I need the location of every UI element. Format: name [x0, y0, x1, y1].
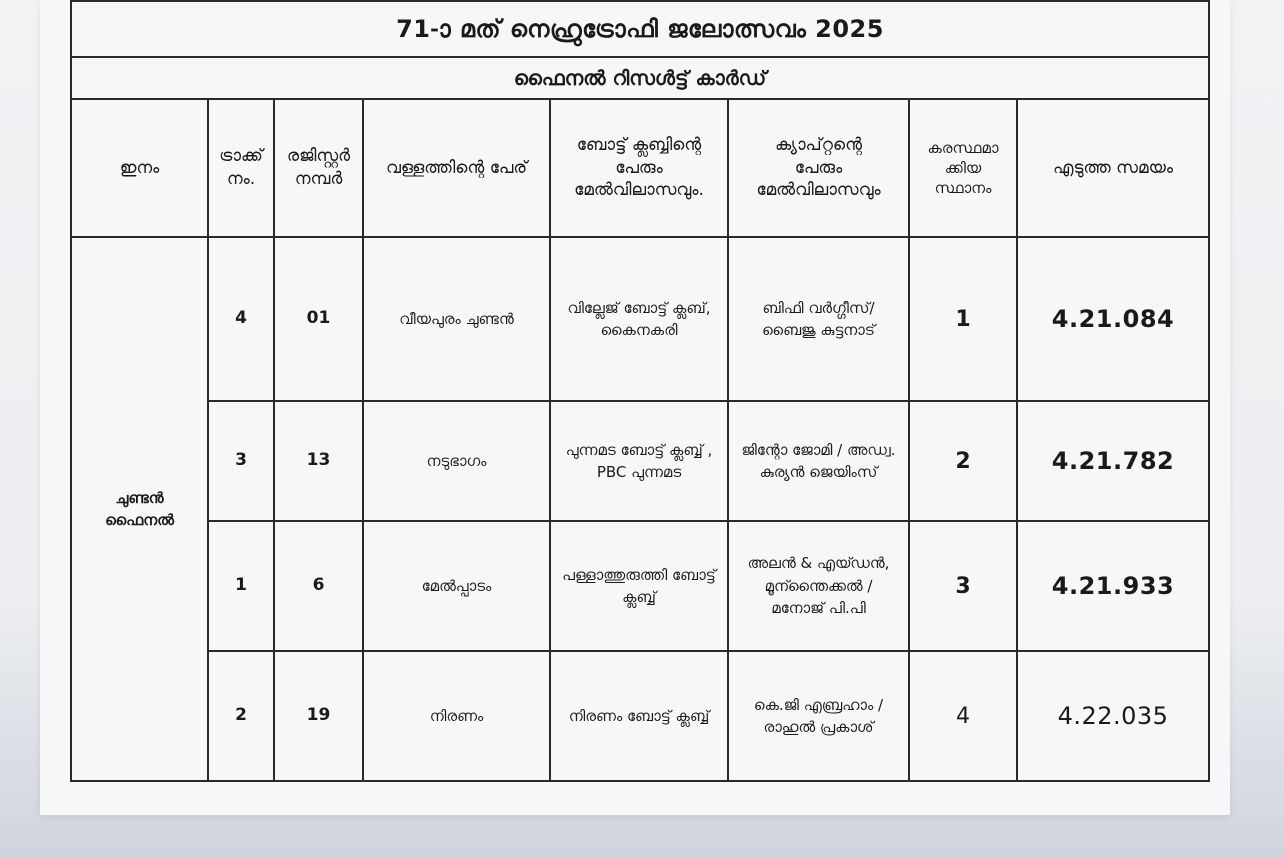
col-header-position	[909, 99, 1017, 237]
club-line1: വില്ലേജ് ബോട്ട് ക്ലബ്,	[567, 298, 711, 317]
event-line2: ഫൈനൽ	[105, 511, 174, 529]
table-row	[71, 237, 1209, 401]
reg-cell: 13	[274, 401, 363, 521]
page-title: 71-ാ മത് നെഹ്രുട്രോഫി ജലോത്സവം 2025	[71, 1, 1209, 57]
col-header-club	[550, 99, 728, 237]
col-header-reg-line2: നമ്പർ	[294, 169, 343, 189]
col-header-position-line3: സ്ഥാനം	[934, 179, 992, 198]
captain-line1: ജിന്റോ ജോമി / അഡ്വ.	[741, 440, 896, 459]
position-cell: 3	[909, 521, 1017, 651]
table-row	[71, 521, 1209, 651]
captain-cell	[728, 521, 909, 651]
col-header-club-line3: മേൽവിലാസവും.	[574, 180, 704, 201]
col-header-position-line2: ക്കിയ	[944, 158, 982, 177]
reg-cell: 6	[274, 521, 363, 651]
col-header-time: എടുത്ത സമയം	[1017, 99, 1209, 237]
club-line2: കൈനകരി	[600, 321, 678, 339]
boat-cell: മേൽപ്പാടം	[363, 521, 550, 651]
col-header-club-line2: പേരും	[615, 157, 663, 178]
reg-cell: 01	[274, 237, 363, 401]
position-cell: 1	[909, 237, 1017, 401]
captain-cell	[728, 237, 909, 401]
club-line2: ക്ലബ്ബ്	[622, 588, 656, 606]
captain-line2: രാഹുൽ പ്രകാശ്	[763, 718, 874, 736]
col-header-reg	[274, 99, 363, 237]
captain-line1: ബിഫി വർഗ്ഗീസ്/	[762, 298, 875, 317]
col-header-boat: വള്ളത്തിന്റെ പേര്	[363, 99, 550, 237]
boat-cell: വീയപുരം ചുണ്ടൻ	[363, 237, 550, 401]
track-cell: 4	[208, 237, 274, 401]
col-header-captain-line1: ക്യാപ്റ്റന്റെ	[775, 134, 862, 155]
club-cell: നിരണം ബോട്ട് ക്ലബ്ബ്	[550, 651, 728, 781]
club-line1: പള്ളാത്തുരുത്തി ബോട്ട്	[562, 565, 716, 584]
title-row	[71, 1, 1209, 57]
col-header-track	[208, 99, 274, 237]
time-cell: 4.22.035	[1017, 651, 1209, 781]
track-cell: 2	[208, 651, 274, 781]
subtitle-row	[71, 57, 1209, 99]
club-cell	[550, 237, 728, 401]
col-header-reg-line1: രജിസ്റ്റർ	[286, 146, 351, 167]
col-header-club-line1: ബോട്ട് ക്ലബ്ബിന്റെ	[576, 134, 702, 155]
captain-line2: കുര്യൻ ജെയിംസ്	[759, 463, 878, 481]
position-cell: 4	[909, 651, 1017, 781]
time-cell: 4.21.782	[1017, 401, 1209, 521]
reg-cell: 19	[274, 651, 363, 781]
header-row	[71, 99, 1209, 237]
captain-cell	[728, 651, 909, 781]
table-row	[71, 651, 1209, 781]
time-cell: 4.21.084	[1017, 237, 1209, 401]
col-header-track-line1: ട്രാക്ക്	[219, 146, 263, 167]
club-line2: PBC പുന്നമട	[596, 463, 682, 481]
table-row	[71, 401, 1209, 521]
captain-line3: മനോജ് പി.പി	[771, 599, 866, 618]
page-subtitle: ഫൈനൽ റിസൾട്ട് കാർഡ്	[71, 57, 1209, 99]
col-header-captain-line3: മേൽവിലാസവും	[756, 180, 881, 201]
club-cell	[550, 521, 728, 651]
track-cell: 1	[208, 521, 274, 651]
track-cell: 3	[208, 401, 274, 521]
position-cell: 2	[909, 401, 1017, 521]
col-header-track-line2: നം.	[226, 169, 256, 189]
boat-cell: നടുഭാഗം	[363, 401, 550, 521]
boat-cell: നിരണം	[363, 651, 550, 781]
time-cell: 4.21.933	[1017, 521, 1209, 651]
col-header-captain-line2: പേരും	[794, 157, 843, 178]
captain-line2: ബൈജു കുട്ടനാട്	[762, 321, 875, 339]
club-cell	[550, 401, 728, 521]
club-line1: പുന്നമട ബോട്ട് ക്ലബ്ബ് ,	[565, 440, 713, 459]
col-header-position-line1: കരസ്ഥമാ	[927, 138, 999, 157]
col-header-event: ഇനം	[71, 99, 208, 237]
event-cell	[71, 237, 208, 781]
captain-line2: മൂന്ന്തൈക്കൽ /	[764, 576, 873, 595]
event-line1: ചുണ്ടൻ	[115, 488, 164, 507]
col-header-captain	[728, 99, 909, 237]
result-table	[70, 0, 1210, 782]
captain-cell	[728, 401, 909, 521]
captain-line1: അലൻ & എയ്ഡൻ,	[747, 554, 890, 573]
captain-line1: കെ.ജി എബ്രഹാം /	[753, 695, 884, 714]
result-card-sheet	[40, 0, 1230, 815]
